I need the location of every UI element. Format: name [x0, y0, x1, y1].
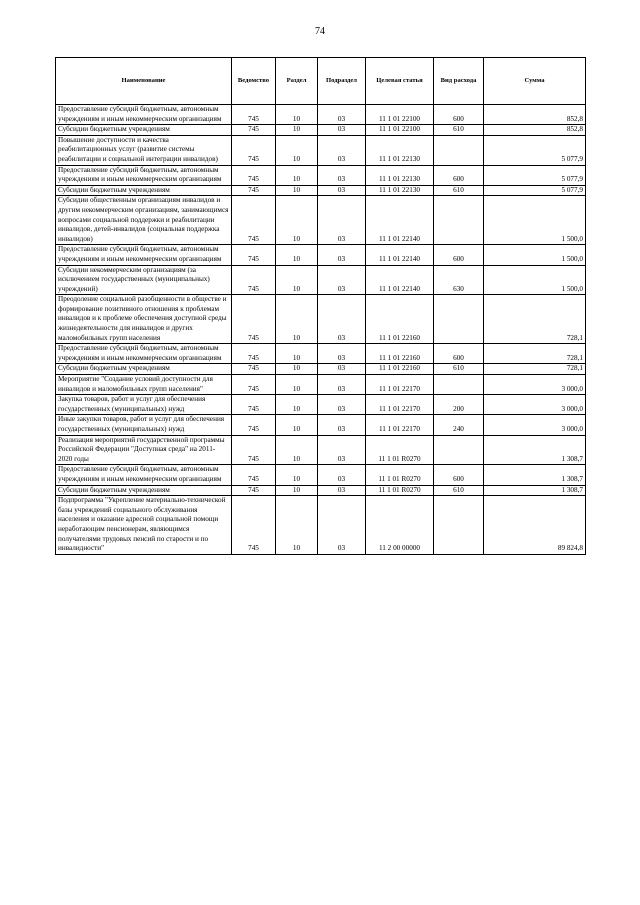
row-section: 10: [276, 165, 318, 185]
row-target: 11 2 00 00000: [366, 496, 434, 555]
row-type: 600: [434, 465, 484, 485]
row-dept: 745: [232, 185, 276, 196]
row-subsection: 03: [318, 125, 366, 136]
row-name: Предоставление субсидий бюджетным, автономным учреждениям и иным некоммерческим организациям: [56, 245, 232, 265]
row-subsection: 03: [318, 364, 366, 375]
row-target: 11 1 01 R0270: [366, 435, 434, 465]
row-type: 240: [434, 415, 484, 435]
row-subsection: 03: [318, 395, 366, 415]
row-subsection: 03: [318, 295, 366, 344]
row-sum: 89 824,8: [484, 496, 586, 555]
row-sum: 1 500,0: [484, 196, 586, 245]
row-section: 10: [276, 135, 318, 165]
row-type: 610: [434, 485, 484, 496]
row-type: [434, 496, 484, 555]
row-dept: 745: [232, 485, 276, 496]
row-type: 630: [434, 265, 484, 295]
row-section: 10: [276, 395, 318, 415]
row-sum: 5 077,9: [484, 185, 586, 196]
row-dept: 745: [232, 496, 276, 555]
header-target: Целевая статья: [366, 58, 434, 105]
row-sum: 1 500,0: [484, 265, 586, 295]
row-dept: 745: [232, 135, 276, 165]
row-sum: 3 000,0: [484, 415, 586, 435]
row-section: 10: [276, 265, 318, 295]
row-target: 11 1 01 22160: [366, 364, 434, 375]
table-row: [56, 245, 586, 265]
row-subsection: 03: [318, 344, 366, 364]
row-section: 10: [276, 485, 318, 496]
row-subsection: 03: [318, 375, 366, 395]
row-type: 610: [434, 125, 484, 136]
row-dept: 745: [232, 395, 276, 415]
row-sum: 3 000,0: [484, 375, 586, 395]
row-subsection: 03: [318, 105, 366, 125]
row-name: Предоставление субсидий бюджетным, автономным учреждениям и иным некоммерческим организациям: [56, 344, 232, 364]
row-target: 11 1 01 22100: [366, 105, 434, 125]
row-section: 10: [276, 245, 318, 265]
table-row: [56, 265, 586, 295]
row-target: 11 1 01 22170: [366, 375, 434, 395]
table-row: [56, 435, 586, 465]
row-section: 10: [276, 105, 318, 125]
row-target: 11 1 01 22100: [366, 125, 434, 136]
page-number: 74: [315, 26, 325, 37]
row-dept: 745: [232, 295, 276, 344]
row-type: 200: [434, 395, 484, 415]
row-target: 11 1 01 22170: [366, 415, 434, 435]
row-target: 11 1 01 R0270: [366, 465, 434, 485]
row-target: 11 1 01 22140: [366, 196, 434, 245]
row-type: 600: [434, 344, 484, 364]
table-row: [56, 415, 586, 435]
row-dept: 745: [232, 465, 276, 485]
table-row: [56, 496, 586, 555]
row-type: [434, 375, 484, 395]
table-row: [56, 465, 586, 485]
row-subsection: 03: [318, 485, 366, 496]
row-target: 11 1 01 22160: [366, 295, 434, 344]
row-target: 11 1 01 22140: [366, 265, 434, 295]
row-subsection: 03: [318, 465, 366, 485]
row-type: [434, 435, 484, 465]
table-row: [56, 185, 586, 196]
row-dept: 745: [232, 375, 276, 395]
header-section: Раздел: [276, 58, 318, 105]
row-sum: 728,1: [484, 295, 586, 344]
row-sum: 1 308,7: [484, 435, 586, 465]
row-sum: 5 077,9: [484, 165, 586, 185]
header-row: [56, 58, 586, 105]
row-sum: 852,8: [484, 105, 586, 125]
row-dept: 745: [232, 105, 276, 125]
row-name: Подпрограмма "Укрепление материально-технической базы учреждений социального обслуживания населения и оказание адресной социальной помощи неработающим пенсионерам, являющимся получателями трудовых пенсий по старости и по инвалидности": [56, 496, 232, 555]
row-sum: 1 308,7: [484, 465, 586, 485]
row-name: Субсидии бюджетным учреждениям: [56, 125, 232, 136]
row-name: Субсидии некоммерческим организациям (за исключением государственных (муниципальных) учреждений): [56, 265, 232, 295]
table-row: [56, 344, 586, 364]
row-sum: 3 000,0: [484, 395, 586, 415]
header-dept: Ведомство: [232, 58, 276, 105]
row-dept: 745: [232, 265, 276, 295]
row-section: 10: [276, 196, 318, 245]
row-section: 10: [276, 465, 318, 485]
row-name: Преодоление социальной разобщенности в обществе и формирование позитивного отношения к проблемам инвалидов и к проблеме обеспечения доступной среды жизнедеятельности для инвалидов и других маломобильных групп населения: [56, 295, 232, 344]
row-section: 10: [276, 295, 318, 344]
row-name: Предоставление субсидий бюджетным, автономным учреждениям и иным некоммерческим организациям: [56, 465, 232, 485]
row-name: Предоставление субсидий бюджетным, автономным учреждениям и иным некоммерческим организациям: [56, 105, 232, 125]
table-row: [56, 135, 586, 165]
row-subsection: 03: [318, 265, 366, 295]
row-subsection: 03: [318, 185, 366, 196]
table-row: [56, 125, 586, 136]
row-section: 10: [276, 185, 318, 196]
row-subsection: 03: [318, 496, 366, 555]
row-target: 11 1 01 R0270: [366, 485, 434, 496]
row-name: Повышение доступности и качества реабилитационных услуг (развитие системы реабилитации и социальной интеграции инвалидов): [56, 135, 232, 165]
row-target: 11 1 01 22140: [366, 245, 434, 265]
row-dept: 745: [232, 415, 276, 435]
row-dept: 745: [232, 165, 276, 185]
row-subsection: 03: [318, 435, 366, 465]
table-row: [56, 375, 586, 395]
row-section: 10: [276, 125, 318, 136]
row-name: Субсидии бюджетным учреждениям: [56, 185, 232, 196]
row-name: Субсидии общественным организациям инвалидов и другим некоммерческим организациям, занимающимся вопросами социальной поддержки и реабилитации инвалидов, детей-инвалидов (социальная поддержка инвалидов): [56, 196, 232, 245]
row-target: 11 1 01 22130: [366, 185, 434, 196]
row-name: Мероприятие "Создание условий доступности для инвалидов и маломобильных групп населения": [56, 375, 232, 395]
row-section: 10: [276, 496, 318, 555]
row-dept: 745: [232, 344, 276, 364]
budget-table: [55, 57, 586, 555]
table-row: [56, 165, 586, 185]
row-name: Субсидии бюджетным учреждениям: [56, 485, 232, 496]
table-row: [56, 295, 586, 344]
row-type: 600: [434, 165, 484, 185]
row-sum: 5 077,9: [484, 135, 586, 165]
row-type: 600: [434, 105, 484, 125]
row-subsection: 03: [318, 415, 366, 435]
row-target: 11 1 01 22130: [366, 165, 434, 185]
row-dept: 745: [232, 364, 276, 375]
header-sum: Сумма: [484, 58, 586, 105]
row-section: 10: [276, 415, 318, 435]
row-type: [434, 196, 484, 245]
row-sum: 852,8: [484, 125, 586, 136]
row-target: 11 1 01 22160: [366, 344, 434, 364]
row-target: 11 1 01 22130: [366, 135, 434, 165]
header-subsection: Подраздел: [318, 58, 366, 105]
row-sum: 1 308,7: [484, 485, 586, 496]
row-dept: 745: [232, 196, 276, 245]
row-type: 610: [434, 364, 484, 375]
row-dept: 745: [232, 435, 276, 465]
table-row: [56, 105, 586, 125]
row-section: 10: [276, 435, 318, 465]
row-subsection: 03: [318, 245, 366, 265]
header-type: Вид расхода: [434, 58, 484, 105]
row-target: 11 1 01 22170: [366, 395, 434, 415]
table-row: [56, 196, 586, 245]
row-subsection: 03: [318, 135, 366, 165]
row-section: 10: [276, 344, 318, 364]
row-sum: 728,1: [484, 364, 586, 375]
row-name: Закупка товаров, работ и услуг для обеспечения государственных (муниципальных) нужд: [56, 395, 232, 415]
row-sum: 728,1: [484, 344, 586, 364]
row-dept: 745: [232, 125, 276, 136]
row-name: Субсидии бюджетным учреждениям: [56, 364, 232, 375]
table-row: [56, 364, 586, 375]
row-subsection: 03: [318, 165, 366, 185]
row-type: [434, 135, 484, 165]
row-name: Иные закупки товаров, работ и услуг для обеспечения государственных (муниципальных) нужд: [56, 415, 232, 435]
table-row: [56, 395, 586, 415]
row-type: 610: [434, 185, 484, 196]
row-name: Предоставление субсидий бюджетным, автономным учреждениям и иным некоммерческим организациям: [56, 165, 232, 185]
row-sum: 1 500,0: [484, 245, 586, 265]
row-type: 600: [434, 245, 484, 265]
row-dept: 745: [232, 245, 276, 265]
row-type: [434, 295, 484, 344]
row-section: 10: [276, 364, 318, 375]
row-subsection: 03: [318, 196, 366, 245]
header-name: Наименование: [56, 58, 232, 105]
row-name: Реализация мероприятий государственной программы Российской Федерации "Доступная среда" на 2011-2020 годы: [56, 435, 232, 465]
row-section: 10: [276, 375, 318, 395]
table-row: [56, 485, 586, 496]
